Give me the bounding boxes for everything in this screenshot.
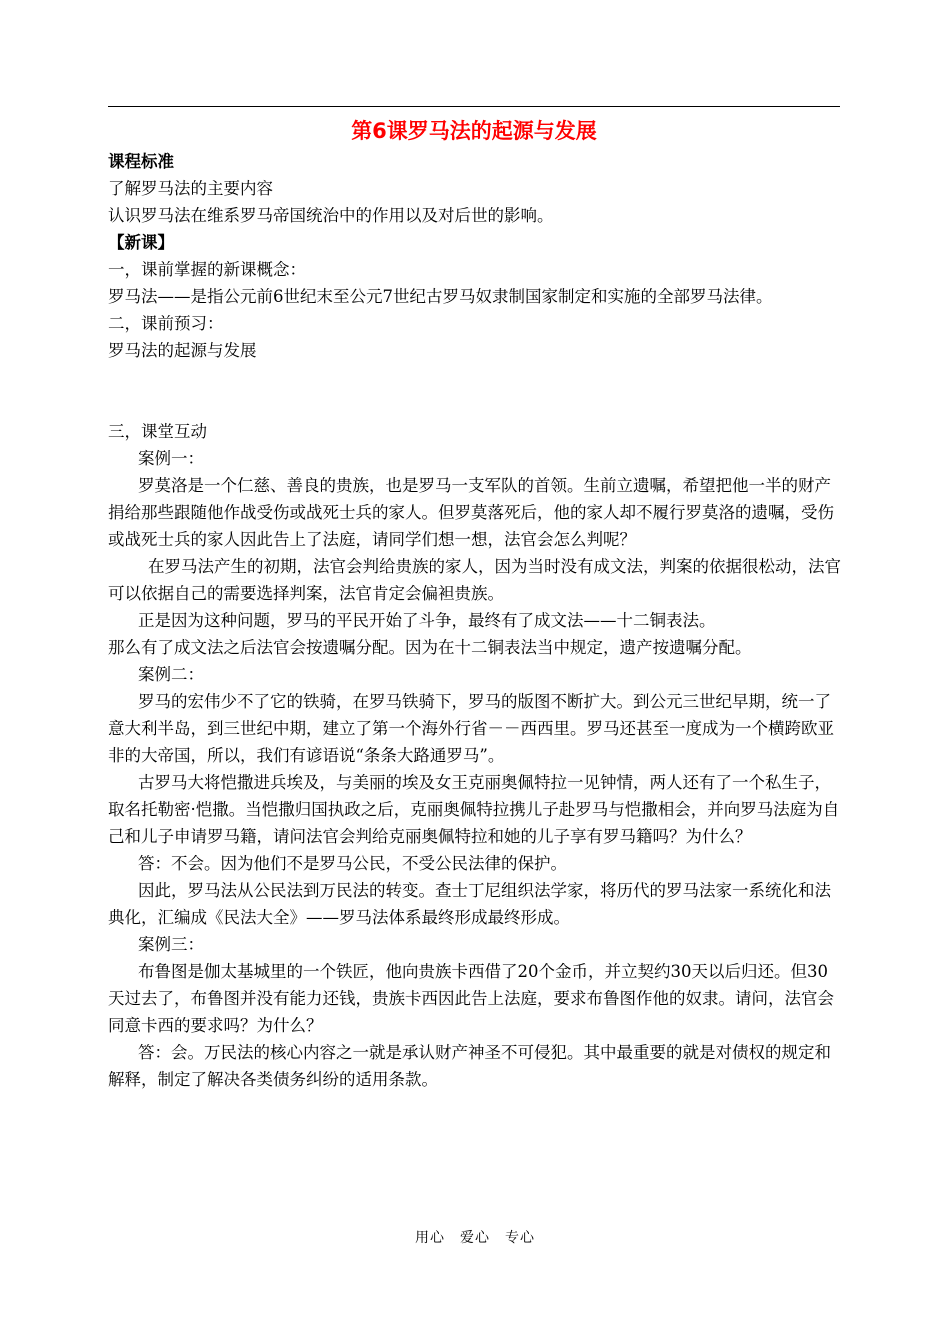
case-2-label: 案例二： — [138, 665, 204, 684]
standard-line-1: 了解罗马法的主要内容 — [108, 179, 273, 198]
page-footer: 用心 爱心 专心 — [415, 1230, 535, 1246]
section-3-heading: 三，课堂互动 — [108, 422, 207, 441]
preview-text: 罗马法的起源与发展 — [108, 341, 257, 360]
case-2-paragraph-1: 罗马的宏伟少不了它的铁骑，在罗马铁骑下，罗马的版图不断扩大。到公元三世纪早期，统一了意大利半岛，到三世纪中期，建立了第一个海外行省－－西西里。罗马还甚至一度成为一个横跨欧亚非的大帝国，所以，我们有谚语说“条条大路通罗马”。 — [108, 692, 834, 765]
case-1-paragraph-3: 正是因为这种问题，罗马的平民开始了斗争，最终有了成文法——十二铜表法。 — [138, 611, 716, 630]
case-3-paragraph-1: 布鲁图是伽太基城里的一个铁匠，他向贵族卡西借了20个金币，并立契约30天以后归还。但30天过去了，布鲁图并没有能力还钱，贵族卡西因此告上法庭，要求布鲁图作他的奴隶。请问，法官会同意卡西的要求吗？为什么？ — [108, 962, 834, 1035]
case-3-answer: 答：会。万民法的核心内容之一就是承认财产神圣不可侵犯。其中最重要的就是对债权的规定和解释，制定了解决各类债务纠纷的适用条款。 — [108, 1043, 831, 1089]
case-2-paragraph-2: 古罗马大将恺撒进兵埃及，与美丽的埃及女王克丽奥佩特拉一见钟情，两人还有了一个私生子，取名托勒密·恺撒。当恺撒归国执政之后，克丽奥佩特拉携儿子赴罗马与恺撒相会，并向罗马法庭为自己和儿子申请罗马籍，请问法官会判给克丽奥佩特拉和她的儿子享有罗马籍吗？为什么？ — [108, 773, 840, 846]
case-2-answer: 答：不会。因为他们不是罗马公民，不受公民法律的保护。 — [138, 854, 567, 873]
page-title: 第6课罗马法的起源与发展 — [351, 119, 597, 143]
section-1-heading: 一，课前掌握的新课概念： — [108, 260, 306, 279]
standard-line-2: 认识罗马法在维系罗马帝国统治中的作用以及对后世的影响。 — [108, 206, 554, 225]
new-lesson-heading: 【新课】 — [108, 233, 174, 252]
case-1-paragraph-2: 在罗马法产生的初期，法官会判给贵族的家人，因为当时没有成文法，判案的依据很松动，法官可以依据自己的需要选择判案，法官肯定会偏袒贵族。 — [108, 557, 841, 603]
case-3-label: 案例三： — [138, 935, 204, 954]
case-1-label: 案例一： — [138, 449, 204, 468]
case-2-paragraph-3: 因此，罗马法从公民法到万民法的转变。查士丁尼组织法学家，将历代的罗马法家一系统化和法典化，汇编成《民法大全》——罗马法体系最终形成最终形成。 — [108, 881, 831, 927]
document-body — [108, 148, 844, 1093]
section-2-heading: 二，课前预习： — [108, 314, 224, 333]
blank-space — [108, 364, 844, 418]
case-1-paragraph-4: 那么有了成文法之后法官会按遗嘱分配。因为在十二铜表法当中规定，遗产按遗嘱分配。 — [108, 638, 752, 657]
concept-paragraph: 罗马法——是指公元前6世纪末至公元7世纪古罗马奴隶制国家制定和实施的全部罗马法律。 — [108, 287, 773, 306]
standard-heading: 课程标准 — [108, 152, 174, 171]
header-rule — [108, 106, 840, 107]
case-1-story: 罗莫洛是一个仁慈、善良的贵族，也是罗马一支军队的首领。生前立遗嘱，希望把他一半的财产捐给那些跟随他作战受伤或战死士兵的家人。但罗莫落死后，他的家人却不履行罗莫洛的遗嘱，受伤或战死士兵的家人因此告上了法庭，请同学们想一想，法官会怎么判呢？ — [108, 476, 834, 549]
